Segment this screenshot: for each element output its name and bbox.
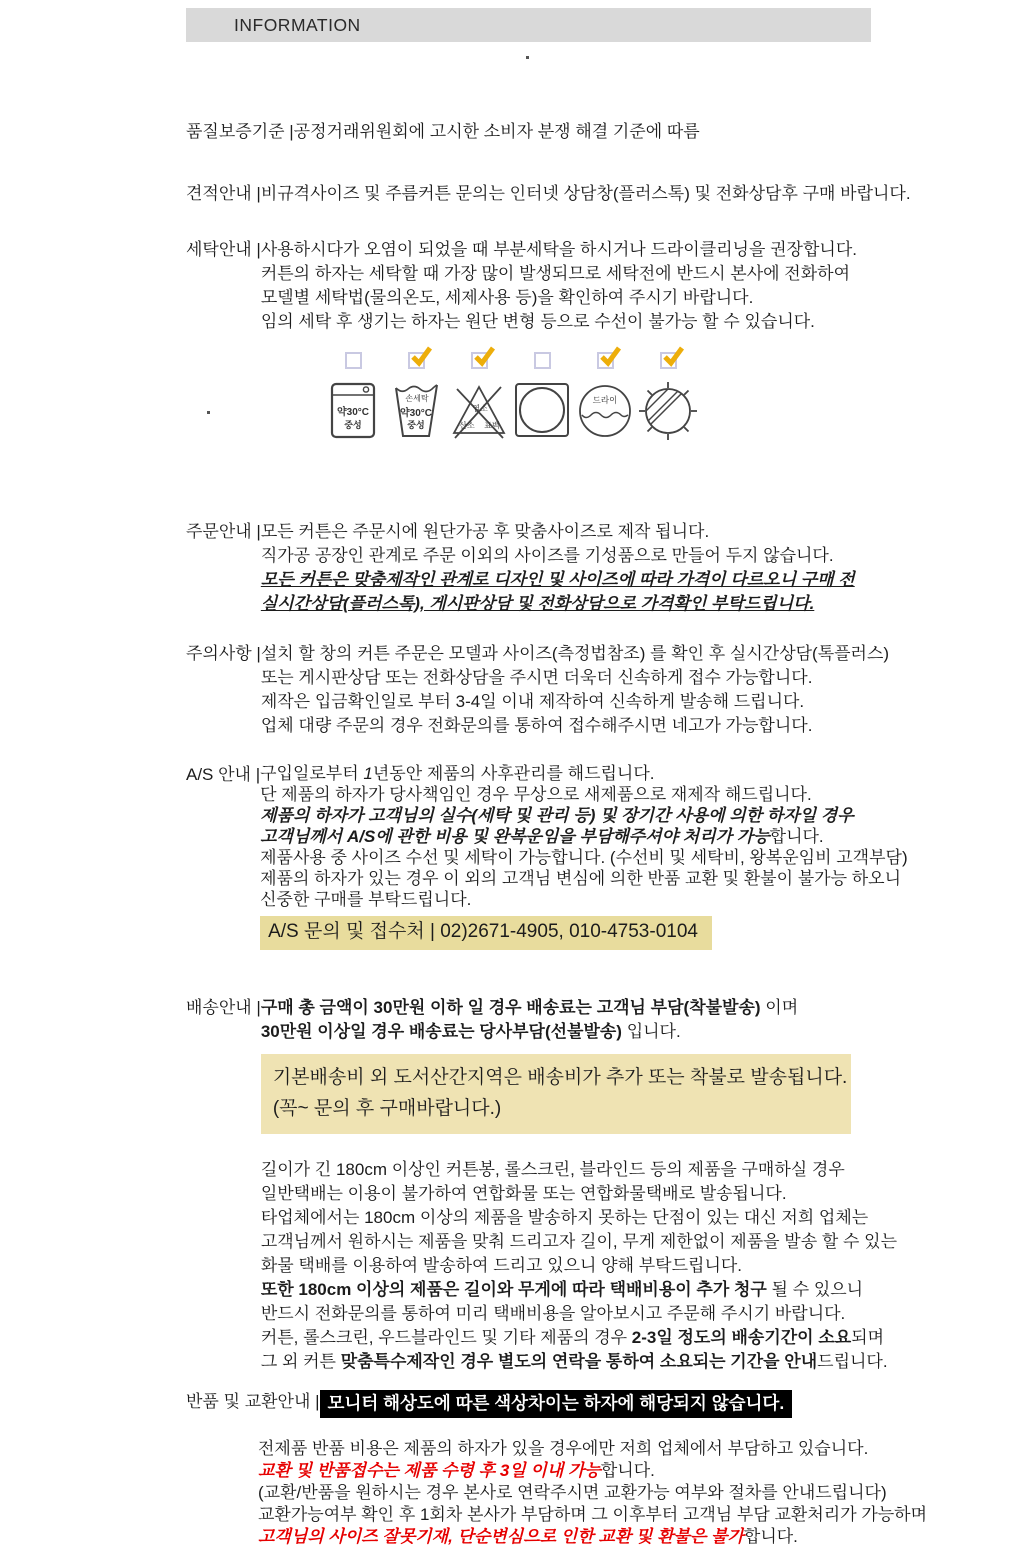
checkbox [597,352,614,369]
section-label: A/S 안내 | [186,765,261,784]
text-segment: 또한 180cm 이상의 제품은 길이와 무게에 따라 택배비용이 추가 청구 [260,1280,767,1299]
check-icon [410,345,433,368]
text-segment: 입니다. [621,1022,681,1041]
returns-headline-highlight: 모니터 해상도에 따른 색상차이는 하자에 해당되지 않습니다. [320,1390,793,1418]
laundry-symbol-shade-dry [639,352,697,441]
shipping-body [261,1158,1024,1374]
text-line [272,1062,848,1093]
check-icon [599,345,622,368]
text-segment: 30만원 이상일 경우 배송료는 당사부담(선불발송) [260,1022,622,1041]
text-line [261,1302,1024,1326]
svg-text:중성: 중성 [407,420,425,430]
text-segment: 합니다. [600,1461,655,1480]
section-caution [186,642,1024,738]
machine-wash-icon [330,381,376,439]
section-label: 주의사항 | [186,644,261,663]
shipping-intro [261,996,1024,1044]
text-segment: 고객님께서 원하시는 제품을 맞춰 드리고자 길이, 무게 제한없이 제품을 발송 할 수 있는 [260,1232,897,1251]
hand-wash-icon [388,381,444,439]
check-icon [662,345,685,368]
returns-header-row [186,1390,1024,1418]
text-line [258,1460,1024,1482]
text-segment: 타업체에서는 180cm 이상의 제품을 발송하지 못하는 단점이 있는 대신 저희 업체는 [260,1208,869,1227]
page-title: INFORMATION [234,14,361,35]
no-bleach-icon [450,381,508,439]
text-segment: 직가공 공장인 관계로 주문 이외의 사이즈를 기성품으로 만들어 두지 않습니다. [260,546,834,565]
text-line [261,666,1024,690]
text-segment: 커튼, 롤스크린, 우드블라인드 및 기타 제품의 경우 [260,1328,632,1347]
text-segment: 교환 및 반품접수는 제품 수령 후 3일 이내 가능 [258,1461,601,1480]
laundry-symbols-row [324,352,1024,441]
text-line [261,238,1024,262]
text-line [261,1182,1024,1206]
text-segment: 단 제품의 하자가 당사책임인 경우 무상으로 새제품으로 재제작 해드립니다. [260,785,812,804]
tumble-dry-icon [513,381,571,439]
text-line [273,1093,839,1124]
text-segment: (꼭~ 문의 후 구매바랍니다.) [272,1098,502,1119]
laundry-symbol-dry-clean [576,352,634,441]
section-as [186,763,1024,950]
section-label: 반품 및 교환안내 | [186,1392,320,1411]
laundry-symbol-no-bleach [450,352,508,441]
text-line [260,763,1024,784]
checkbox [408,352,425,369]
text-segment: 교환가능여부 확인 후 1회차 본사가 부담하며 그 이후부터 고객님 부담 교환처리가 가능하며 [258,1505,928,1524]
text-segment: 모델별 세탁법(물의온도, 세제사용 등)을 확인하여 주시기 바랍니다. [260,288,754,307]
text-segment: 일반택배는 이용이 불가하여 연합화물 또는 연합화물택배로 발송됩니다. [260,1184,787,1203]
svg-text:표백: 표백 [484,421,500,430]
text-line [261,642,1024,666]
text-segment: 이며 [760,998,799,1017]
section-washing [186,238,1024,334]
section-label: 배송안내 | [186,998,261,1017]
text-segment: 고객님께서 A/S에 관한 비용 및 완복운임을 부담해주셔야 처리가 가능 [260,827,770,846]
text-segment: 모든 커튼은 주문시에 원단가공 후 맞춤사이즈로 제작 됩니다. [260,522,710,541]
section-label: 주문안내 | [186,522,261,541]
text-segment: 1 [363,764,373,783]
section-quality [186,120,1024,144]
text-segment: 설치 할 창의 커튼 주문은 모델과 사이즈(측정법참조) 를 확인 후 실시간상담(톡플러스) [260,644,890,663]
text-segment: 구매 총 금액이 30만원 이하 일 경우 배송료는 고객님 부담(착불발송) [260,998,761,1017]
text-line [261,182,1024,206]
section-estimate [186,182,1024,206]
text-line [261,1206,1024,1230]
checkbox [660,352,677,369]
svg-text:중성: 중성 [344,420,362,430]
text-line [261,1158,1024,1182]
text-line [260,826,1024,847]
checkbox [471,352,488,369]
text-line [258,1482,1024,1504]
information-header [186,8,871,42]
section-content [294,120,1024,144]
text-line [261,310,1024,334]
text-segment: 길이가 긴 180cm 이상인 커튼봉, 롤스크린, 블라인드 등의 제품을 구매하실 경우 [260,1160,845,1179]
laundry-symbol-machine-wash [324,352,382,441]
text-line [258,1438,1024,1460]
section-content [261,238,1024,334]
text-segment: 제품의 하자가 있는 경우 이 외의 고객님 변심에 의한 반품 교환 및 환불이 불가능 하오니 [260,869,902,888]
section-shipping [186,996,1024,1374]
text-segment: 비규격사이즈 및 주름커튼 문의는 인터넷 상담창(플러스톡) 및 전화상담후 구매 바랍니다. [260,184,911,203]
text-segment: 사용하시다가 오염이 되었을 때 부분세탁을 하시거나 드라이클리닝을 권장합니다. [260,240,857,259]
text-line [258,1526,1024,1548]
svg-text:드라이: 드라이 [592,395,618,405]
stray-dot [207,411,210,414]
text-line [261,1230,1024,1254]
text-line [261,568,1024,592]
text-line [260,889,1024,910]
text-line [261,1254,1024,1278]
text-segment: 제품사용 중 사이즈 수선 및 세탁이 가능합니다. (수선비 및 세탁비, 왕복운임비 고객부담) [260,848,908,867]
text-segment: 모든 커튼은 맞춤제작인 관계로 디자인 및 사이즈에 따라 가격이 다르오니 구매 전 [260,570,855,589]
text-segment: 업체 대량 주문의 경우 전화문의를 통하여 접수해주시면 네고가 가능합니다. [260,716,813,735]
check-icon [473,345,496,368]
text-segment: 고객님의 사이즈 잘못기재, 단순변심으로 인한 교환 및 환불은 불가 [258,1527,744,1546]
text-segment: 제품의 하자가 고객님의 실수(세탁 및 관리 등) 및 장기간 사용에 의한 하자일 경우 [260,806,854,825]
section-content [261,520,1024,616]
laundry-symbol-hand-wash [387,352,445,441]
text-line [261,286,1024,310]
laundry-symbol-tumble-dry [513,352,571,441]
text-segment: 임의 세탁 후 생기는 하자는 원단 변형 등으로 수선이 불가능 할 수 있습니다. [260,312,815,331]
section-label: 품질보증기준 | [186,122,294,141]
as-contact-highlight: A/S 문의 및 접수처 | 02)2671-4905, 010-4753-0104 [260,916,712,950]
text-line [261,1350,1024,1374]
text-segment: (교환/반품을 원하시는 경우 본사로 연락주시면 교환가능 여부와 절차를 안내드립니다) [258,1483,887,1502]
text-segment: 화물 택배를 이용하여 발송하여 드리고 있으니 양해 부탁드립니다. [260,1256,743,1275]
text-segment: 전제품 반품 비용은 제품의 하자가 있을 경우에만 저희 업체에서 부담하고 있습니다. [258,1439,869,1458]
text-segment: 될 수 있으니 [766,1280,864,1299]
text-segment: 맞춤특수제작인 경우 별도의 연락을 통하여 소요되는 기간을 안내 [340,1352,818,1371]
text-segment: 되며 [851,1328,885,1347]
text-line [261,996,1024,1020]
text-line [260,784,1024,805]
stray-dot [526,56,529,59]
shade-dry-icon [638,381,698,441]
returns-body [258,1438,1024,1548]
text-segment: 합니다. [769,827,824,846]
text-line [261,1326,1024,1350]
text-line [261,1020,1024,1044]
text-segment: 합니다. [743,1527,798,1546]
svg-text:산소: 산소 [459,421,475,430]
text-line [260,847,1024,868]
section-returns [186,1390,1024,1548]
section-order [186,520,1024,616]
section-content [261,182,1024,206]
text-line [261,690,1024,714]
dry-clean-icon [576,381,634,439]
section-label: 견적안내 | [186,184,261,203]
svg-text:약30°C: 약30°C [336,407,370,418]
text-segment: 제작은 입금확인일로 부터 3-4일 이내 제작하여 신속하게 발송해 드립니다. [260,692,805,711]
text-line [260,805,1024,826]
section-content [261,996,1024,1374]
text-segment: 또는 게시판상담 또는 전화상담을 주시면 더욱더 신속하게 접수 가능합니다. [260,668,813,687]
svg-text:약30°C: 약30°C [399,408,433,419]
text-segment: 기본배송비 외 도서산간지역은 배송비가 추가 또는 착불로 발송됩니다. [272,1067,848,1088]
text-line [260,868,1024,889]
section-content [261,642,1024,738]
text-segment: 2-3일 정도의 배송기간이 소요 [631,1328,852,1347]
text-segment: 공정거래위원회에 고시한 소비자 분쟁 해결 기준에 따름 [293,122,700,141]
svg-text:염소: 염소 [472,404,488,413]
text-segment: 드립니다. [817,1352,888,1371]
section-content [260,763,1024,950]
checkbox [345,352,362,369]
text-line [258,1504,1024,1526]
as-lines [260,763,1024,910]
text-line [261,544,1024,568]
checkbox [534,352,551,369]
text-segment: 반드시 전화문의를 통하여 미리 택배비용을 알아보시고 주문해 주시기 바랍니다. [260,1304,846,1323]
text-segment: 구입일로부터 [260,764,364,783]
text-segment: 신중한 구매를 부탁드립니다. [260,890,472,909]
text-line [294,120,1024,144]
shipping-notice-highlight [261,1054,851,1134]
text-segment: 커튼의 하자는 세탁할 때 가장 많이 발생되므로 세탁전에 반드시 본사에 전화하여 [260,264,850,283]
text-line [261,1278,1024,1302]
svg-text:손세탁: 손세탁 [405,394,429,403]
text-line [261,714,1024,738]
text-segment: 년동안 제품의 사후관리를 해드립니다. [372,764,655,783]
text-line [261,592,1024,616]
text-segment: 실시간상담(플러스톡), 게시판상담 및 전화상담으로 가격확인 부탁드립니다. [260,594,815,613]
text-line [261,520,1024,544]
section-label: 세탁안내 | [186,240,261,259]
text-segment: 그 외 커튼 [260,1352,341,1371]
text-line [261,262,1024,286]
